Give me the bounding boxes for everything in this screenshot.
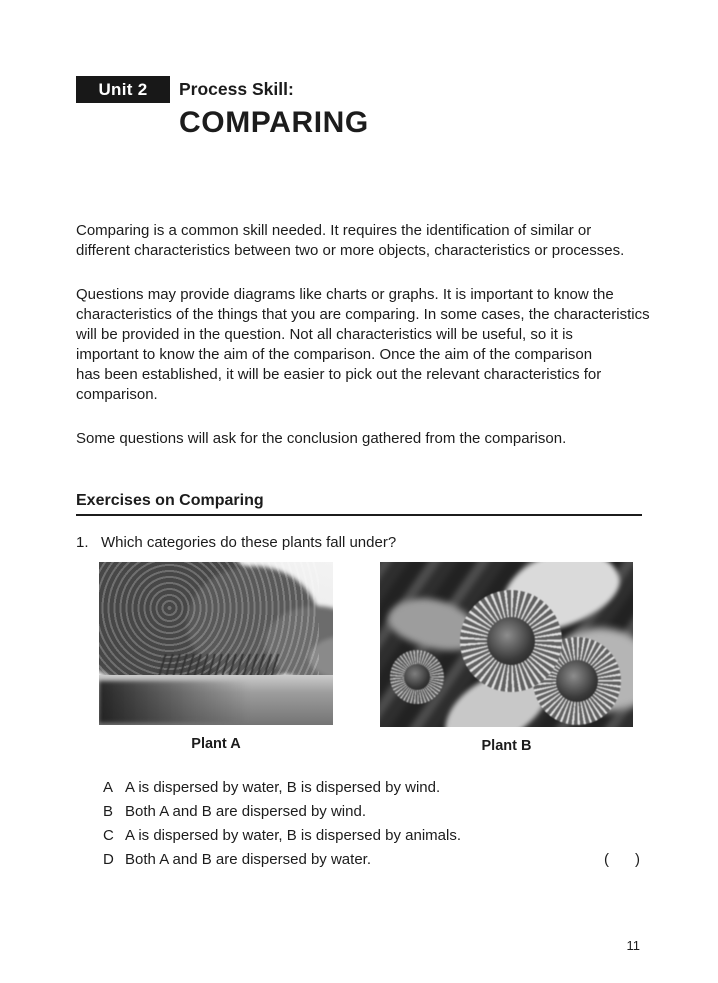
option-text: Both A and B are dispersed by water.: [125, 851, 371, 868]
process-skill-kicker: Process Skill:: [179, 79, 294, 99]
burr-center-shape: [556, 660, 598, 702]
page-title: COMPARING: [179, 106, 369, 139]
spiky-burr-seed-heads-photo: [380, 562, 633, 727]
figure-caption-plant-b: Plant B: [481, 738, 532, 754]
page-number: 11: [626, 938, 640, 953]
option-letter: C: [103, 827, 114, 844]
mangrove-trees-over-water-photo: [99, 562, 333, 725]
option-letter: B: [103, 803, 114, 820]
answer-options: [103, 778, 640, 874]
paragraph-line: different characteristics between two or more objects, characteristics or processes.: [76, 242, 625, 259]
paragraph-line: comparison.: [76, 386, 158, 403]
page-header: [76, 76, 369, 140]
option-a: [103, 778, 640, 798]
question-1: [76, 533, 396, 553]
unit-badge: Unit 2: [76, 76, 170, 103]
question-figures: [99, 562, 633, 754]
paragraph-line: will be provided in the question. Not all characteristics will be useful, so it is: [76, 326, 573, 343]
header-text: [179, 76, 369, 140]
paragraph-gap: [76, 405, 654, 429]
option-text: Both A and B are dispersed by wind.: [125, 803, 366, 820]
section-heading-rule: [76, 492, 642, 516]
figure-plant-b: [380, 562, 633, 754]
paragraph-line: Comparing is a common skill needed. It requires the identification of similar or: [76, 222, 592, 239]
burr-center-shape: [404, 664, 430, 690]
option-c: [103, 826, 640, 846]
burr-seed-head-shape: [460, 590, 562, 692]
paragraph-gap: [76, 261, 654, 285]
paragraph-line: Some questions will ask for the conclusion gathered from the comparison.: [76, 430, 567, 447]
paragraph-line: characteristics of the things that you are comparing. In some cases, the characteristics: [76, 306, 650, 323]
option-letter: D: [103, 851, 114, 868]
option-text: A is dispersed by water, B is dispersed by wind.: [125, 779, 441, 796]
water-reflection-shape: [99, 681, 249, 723]
answer-bracket-close: ): [635, 851, 640, 868]
paragraph-line: Questions may provide diagrams like charts or graphs. It is important to know the: [76, 286, 614, 303]
burr-seed-head-shape: [390, 650, 444, 704]
answer-brackets: [604, 850, 640, 870]
paragraph-line: important to know the aim of the comparison. Once the aim of the comparison: [76, 346, 593, 363]
option-b: [103, 802, 640, 822]
figure-plant-a: [99, 562, 333, 754]
paragraph-line: has been established, it will be easier to pick out the relevant characteristics for: [76, 366, 602, 383]
section-heading: Exercises on Comparing: [76, 492, 264, 509]
answer-bracket-open: (: [604, 851, 609, 868]
option-letter: A: [103, 779, 114, 796]
option-d: [103, 850, 640, 870]
intro-text: [76, 221, 654, 449]
option-text: A is dispersed by water, B is dispersed by animals.: [125, 827, 461, 844]
burr-center-shape: [487, 617, 536, 666]
question-number: 1.: [76, 534, 89, 551]
figure-caption-plant-a: Plant A: [191, 736, 241, 752]
question-text: Which categories do these plants fall under?: [101, 534, 397, 551]
